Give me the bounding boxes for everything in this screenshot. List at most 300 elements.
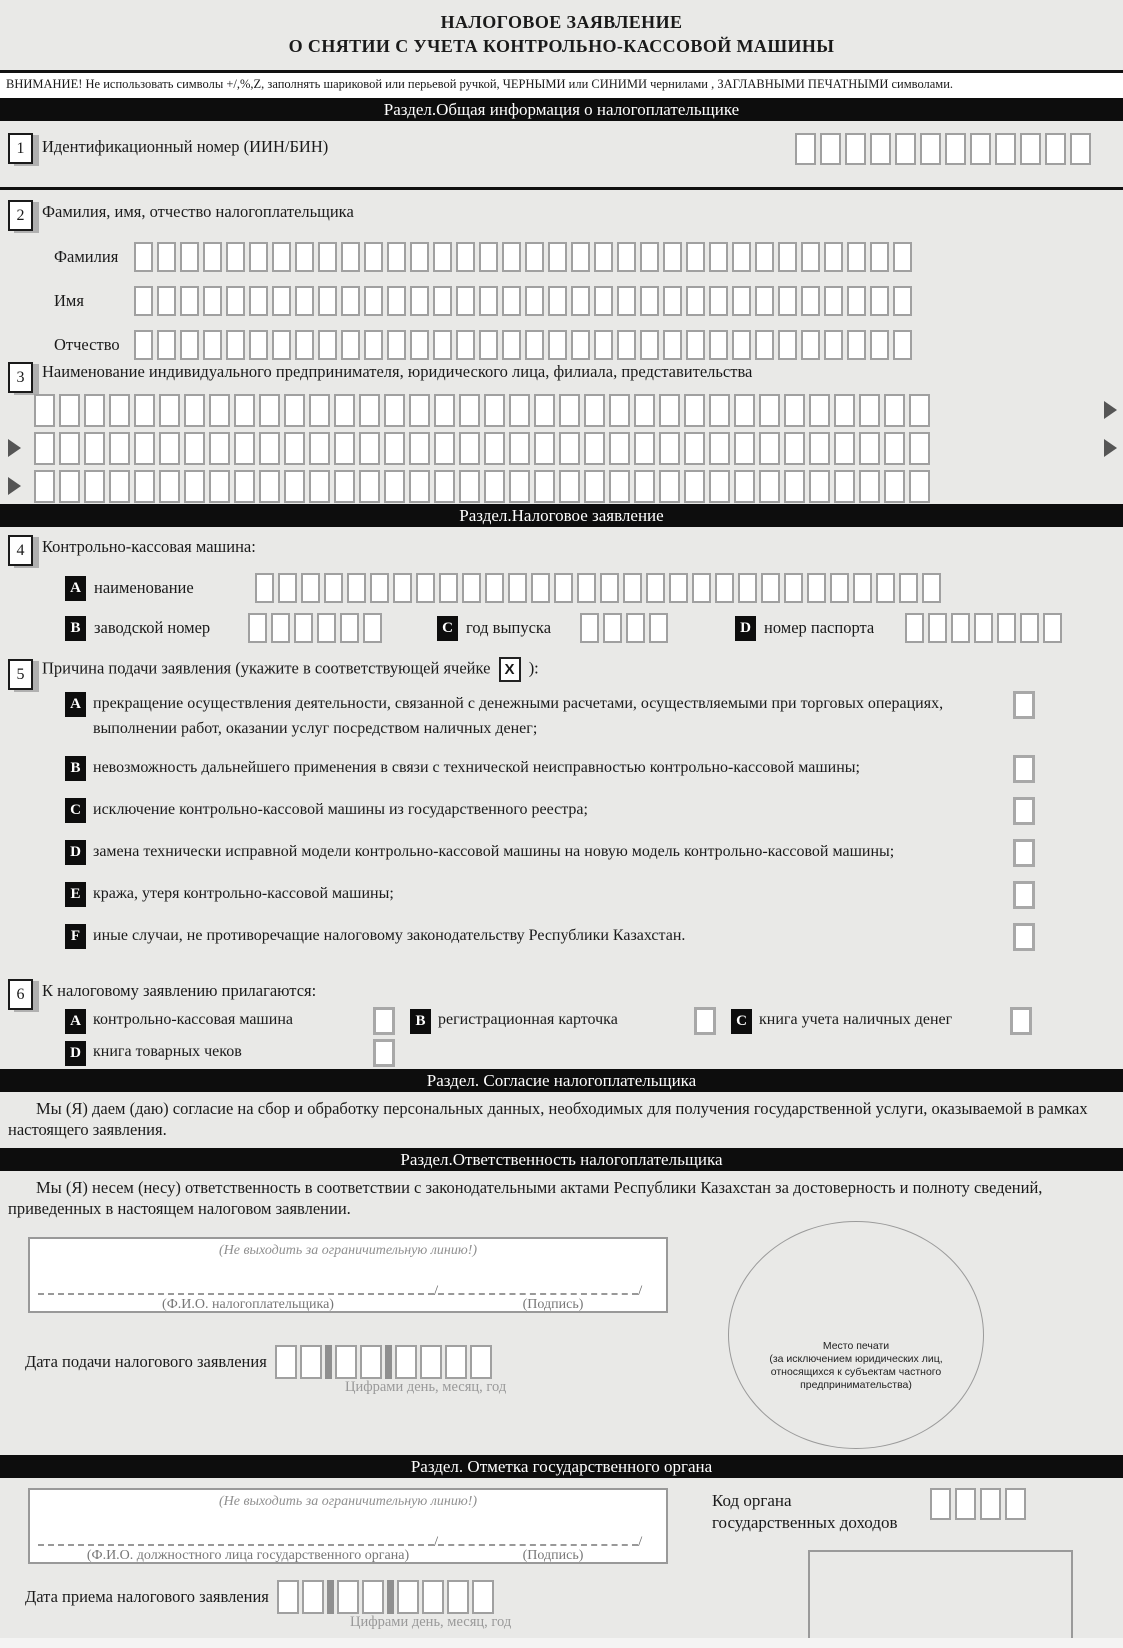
char-cell[interactable] [362, 1580, 384, 1614]
char-cell[interactable] [759, 394, 780, 427]
char-cell[interactable] [59, 432, 80, 465]
char-cell[interactable] [420, 1345, 442, 1379]
char-cell[interactable] [884, 432, 905, 465]
char-cell[interactable] [184, 394, 205, 427]
char-cell[interactable] [870, 133, 891, 165]
char-cell[interactable] [594, 286, 613, 316]
char-cell[interactable] [834, 432, 855, 465]
char-cell[interactable] [548, 242, 567, 272]
char-cell[interactable] [409, 394, 430, 427]
char-cell[interactable] [845, 133, 866, 165]
char-cell[interactable] [634, 470, 655, 503]
char-cell[interactable] [300, 1345, 322, 1379]
char-cell[interactable] [884, 394, 905, 427]
char-cell[interactable] [870, 242, 889, 272]
char-cell[interactable] [640, 286, 659, 316]
char-cell[interactable] [623, 573, 642, 603]
char-cell[interactable] [847, 242, 866, 272]
char-cell[interactable] [384, 470, 405, 503]
char-cell[interactable] [847, 286, 866, 316]
char-cell[interactable] [284, 432, 305, 465]
char-cell[interactable] [134, 394, 155, 427]
char-cell[interactable] [895, 133, 916, 165]
char-cell[interactable] [433, 286, 452, 316]
char-cell[interactable] [335, 1345, 357, 1379]
char-cell[interactable] [1043, 613, 1062, 643]
char-cell[interactable] [434, 432, 455, 465]
sign-caption: (Подпись) [522, 1297, 584, 1312]
char-cell[interactable] [456, 286, 475, 316]
char-cell[interactable] [509, 470, 530, 503]
char-cell[interactable] [584, 432, 605, 465]
char-cell[interactable] [571, 242, 590, 272]
char-cell[interactable] [259, 432, 280, 465]
char-cell[interactable] [294, 613, 313, 643]
char-cell[interactable] [859, 470, 880, 503]
char-cell[interactable] [456, 242, 475, 272]
char-cell[interactable] [502, 286, 521, 316]
char-cell[interactable] [801, 286, 820, 316]
char-cell[interactable] [584, 470, 605, 503]
char-cell[interactable] [157, 286, 176, 316]
char-cell[interactable] [184, 432, 205, 465]
char-cell[interactable] [905, 613, 924, 643]
char-cell[interactable] [734, 470, 755, 503]
continuation-arrow-icon [8, 477, 21, 495]
char-cell[interactable] [761, 573, 780, 603]
char-cell[interactable] [1020, 133, 1041, 165]
char-cell[interactable] [600, 573, 619, 603]
char-cell[interactable] [709, 394, 730, 427]
char-cell[interactable] [249, 242, 268, 272]
char-cell[interactable] [509, 394, 530, 427]
char-cell[interactable] [997, 613, 1016, 643]
submission-date-year-cells [395, 1351, 495, 1370]
char-cell[interactable] [309, 394, 330, 427]
char-cell[interactable] [277, 1580, 299, 1614]
char-cell[interactable] [34, 432, 55, 465]
char-cell[interactable] [928, 613, 947, 643]
char-cell[interactable] [234, 394, 255, 427]
char-cell[interactable] [318, 286, 337, 316]
char-cell[interactable] [784, 470, 805, 503]
char-cell[interactable] [801, 242, 820, 272]
continuation-arrow-icon [8, 439, 21, 457]
char-cell[interactable] [209, 394, 230, 427]
char-cell[interactable] [59, 470, 80, 503]
char-cell[interactable] [109, 470, 130, 503]
char-cell[interactable] [84, 432, 105, 465]
char-cell[interactable] [384, 432, 405, 465]
reason-checkbox-f[interactable] [1013, 923, 1035, 951]
char-cell[interactable] [684, 470, 705, 503]
char-cell[interactable] [548, 286, 567, 316]
reason-checkbox-d[interactable] [1013, 839, 1035, 867]
char-cell[interactable] [439, 573, 458, 603]
char-cell[interactable] [554, 573, 573, 603]
item-number-5: 5 [8, 659, 33, 690]
char-cell[interactable] [930, 1488, 951, 1520]
code-label-line-1: Код органа [712, 1491, 792, 1510]
char-cell[interactable] [363, 613, 382, 643]
char-cell[interactable] [364, 286, 383, 316]
char-cell[interactable] [226, 242, 245, 272]
char-cell[interactable] [692, 573, 711, 603]
official-signature-box[interactable] [28, 1488, 668, 1564]
char-cell[interactable] [820, 133, 841, 165]
char-cell[interactable] [370, 573, 389, 603]
entity-name-row-3 [34, 470, 1123, 508]
char-cell[interactable] [447, 1580, 469, 1614]
char-cell[interactable] [324, 573, 343, 603]
char-cell[interactable] [824, 242, 843, 272]
char-cell[interactable] [259, 470, 280, 503]
char-cell[interactable] [830, 573, 849, 603]
char-cell[interactable] [459, 432, 480, 465]
char-cell[interactable] [248, 613, 267, 643]
char-cell[interactable] [755, 242, 774, 272]
char-cell[interactable] [824, 286, 843, 316]
char-cell[interactable] [709, 470, 730, 503]
attachment-text-a: контрольно-кассовая машина [93, 1011, 293, 1028]
char-cell[interactable] [876, 573, 895, 603]
char-cell[interactable] [484, 394, 505, 427]
attachment-checkbox-d[interactable] [373, 1039, 395, 1067]
char-cell[interactable] [360, 1345, 382, 1379]
char-cell[interactable] [534, 394, 555, 427]
char-cell[interactable] [384, 394, 405, 427]
char-cell[interactable] [663, 242, 682, 272]
char-cell[interactable] [617, 242, 636, 272]
char-cell[interactable] [226, 286, 245, 316]
char-cell[interactable] [364, 242, 383, 272]
slash: / [638, 1534, 643, 1550]
char-cell[interactable] [485, 573, 504, 603]
char-cell[interactable] [472, 1580, 494, 1614]
char-cell[interactable] [387, 242, 406, 272]
char-cell[interactable] [603, 613, 622, 643]
char-cell[interactable] [922, 573, 941, 603]
char-cell[interactable] [109, 432, 130, 465]
reason-text-e: кража, утеря контрольно-кассовой машины; [93, 885, 394, 902]
char-cell[interactable] [626, 613, 645, 643]
date-separator [385, 1345, 392, 1379]
char-cell[interactable] [809, 432, 830, 465]
char-cell[interactable] [709, 242, 728, 272]
char-cell[interactable] [359, 470, 380, 503]
char-cell[interactable] [738, 573, 757, 603]
char-cell[interactable] [577, 573, 596, 603]
char-cell[interactable] [795, 133, 816, 165]
char-cell[interactable] [1045, 133, 1066, 165]
attachment-checkbox-b[interactable] [694, 1007, 716, 1035]
char-cell[interactable] [309, 470, 330, 503]
official-sign-line[interactable] [438, 1534, 638, 1546]
char-cell[interactable] [275, 1345, 297, 1379]
char-cell[interactable] [284, 470, 305, 503]
char-cell[interactable] [809, 394, 830, 427]
char-cell[interactable] [559, 432, 580, 465]
char-cell[interactable] [271, 613, 290, 643]
char-cell[interactable] [669, 573, 688, 603]
attachment-checkbox-c[interactable] [1010, 1007, 1032, 1035]
char-cell[interactable] [686, 242, 705, 272]
char-cell[interactable] [531, 573, 550, 603]
char-cell[interactable] [159, 470, 180, 503]
item-5-label-end: ): [528, 658, 539, 678]
char-cell[interactable] [732, 242, 751, 272]
char-cell[interactable] [159, 432, 180, 465]
char-cell[interactable] [778, 286, 797, 316]
char-cell[interactable] [634, 394, 655, 427]
char-cell[interactable] [434, 470, 455, 503]
char-cell[interactable] [759, 432, 780, 465]
char-cell[interactable] [508, 573, 527, 603]
submission-date-label: Дата подачи налогового заявления [25, 1352, 267, 1371]
item-5-reason [0, 647, 1123, 951]
char-cell[interactable] [659, 432, 680, 465]
char-cell[interactable] [807, 573, 826, 603]
char-cell[interactable] [393, 573, 412, 603]
char-cell[interactable] [634, 432, 655, 465]
char-cell[interactable] [970, 133, 991, 165]
char-cell[interactable] [416, 573, 435, 603]
char-cell[interactable] [395, 1345, 417, 1379]
char-cell[interactable] [609, 432, 630, 465]
char-cell[interactable] [387, 286, 406, 316]
char-cell[interactable] [397, 1580, 419, 1614]
char-cell[interactable] [59, 394, 80, 427]
char-cell[interactable] [334, 470, 355, 503]
char-cell[interactable] [778, 242, 797, 272]
kkm-serial-row [0, 611, 1123, 651]
attachment-checkbox-a[interactable] [373, 1007, 395, 1035]
char-cell[interactable] [709, 286, 728, 316]
char-cell[interactable] [334, 394, 355, 427]
char-cell[interactable] [278, 573, 297, 603]
char-cell[interactable] [159, 394, 180, 427]
char-cell[interactable] [209, 432, 230, 465]
date-separator [327, 1580, 334, 1614]
char-cell[interactable] [1005, 1488, 1026, 1520]
char-cell[interactable] [359, 394, 380, 427]
revenue-authority-code-cells [930, 1488, 1030, 1520]
char-cell[interactable] [259, 394, 280, 427]
char-cell[interactable] [284, 394, 305, 427]
reason-checkbox-c[interactable] [1013, 797, 1035, 825]
char-cell[interactable] [180, 286, 199, 316]
char-cell[interactable] [980, 1488, 1001, 1520]
char-cell[interactable] [834, 470, 855, 503]
item-3-label: Наименование индивидуального предпринимателя, юридического лица, филиала, представительства [42, 362, 753, 381]
char-cell[interactable] [317, 613, 336, 643]
char-cell[interactable] [709, 432, 730, 465]
char-cell[interactable] [684, 394, 705, 427]
serial-number-label: заводской номер [94, 618, 211, 637]
char-cell[interactable] [359, 432, 380, 465]
char-cell[interactable] [34, 470, 55, 503]
char-cell[interactable] [34, 394, 55, 427]
char-cell[interactable] [909, 432, 930, 465]
char-cell[interactable] [422, 1580, 444, 1614]
char-cell[interactable] [995, 133, 1016, 165]
char-cell[interactable] [209, 470, 230, 503]
char-cell[interactable] [686, 286, 705, 316]
char-cell[interactable] [410, 286, 429, 316]
char-cell[interactable] [659, 394, 680, 427]
char-cell[interactable] [109, 394, 130, 427]
char-cell[interactable] [559, 470, 580, 503]
char-cell[interactable] [755, 286, 774, 316]
char-cell[interactable] [341, 242, 360, 272]
char-cell[interactable] [234, 432, 255, 465]
char-cell[interactable] [859, 394, 880, 427]
char-cell[interactable] [784, 432, 805, 465]
char-cell[interactable] [584, 394, 605, 427]
char-cell[interactable] [445, 1345, 467, 1379]
char-cell[interactable] [409, 432, 430, 465]
char-cell[interactable] [732, 286, 751, 316]
char-cell[interactable] [134, 432, 155, 465]
reason-checkbox-b[interactable] [1013, 755, 1035, 783]
char-cell[interactable] [955, 1488, 976, 1520]
char-cell[interactable] [951, 613, 970, 643]
char-cell[interactable] [663, 286, 682, 316]
item-5-label-start: Причина подачи заявления (укажите в соответствующей ячейке [42, 658, 491, 678]
char-cell[interactable] [295, 286, 314, 316]
char-cell[interactable] [920, 133, 941, 165]
char-cell[interactable] [462, 573, 481, 603]
reason-option-b [0, 755, 1123, 783]
char-cell[interactable] [734, 432, 755, 465]
char-cell[interactable] [433, 242, 452, 272]
date-separator [325, 1345, 332, 1379]
char-cell[interactable] [302, 1580, 324, 1614]
char-cell[interactable] [272, 242, 291, 272]
char-cell[interactable] [84, 394, 105, 427]
char-cell[interactable] [525, 242, 544, 272]
reason-checkbox-a[interactable] [1013, 691, 1035, 719]
char-cell[interactable] [594, 242, 613, 272]
char-cell[interactable] [853, 573, 872, 603]
reason-option-e [0, 881, 1123, 909]
char-cell[interactable] [525, 286, 544, 316]
passport-number-cells [905, 613, 1066, 643]
char-cell[interactable] [534, 470, 555, 503]
char-cell[interactable] [870, 286, 889, 316]
char-cell[interactable] [649, 613, 668, 643]
attachment-text-c: книга учета наличных денег [759, 1011, 953, 1028]
char-cell[interactable] [410, 242, 429, 272]
char-cell[interactable] [84, 470, 105, 503]
official-fio-line[interactable] [38, 1534, 434, 1546]
sign-line[interactable] [438, 1283, 638, 1295]
char-cell[interactable] [715, 573, 734, 603]
char-cell[interactable] [784, 573, 803, 603]
char-cell[interactable] [484, 432, 505, 465]
char-cell[interactable] [640, 242, 659, 272]
char-cell[interactable] [434, 394, 455, 427]
char-cell[interactable] [295, 242, 314, 272]
char-cell[interactable] [502, 242, 521, 272]
char-cell[interactable] [309, 432, 330, 465]
char-cell[interactable] [534, 432, 555, 465]
char-cell[interactable] [1070, 133, 1091, 165]
char-cell[interactable] [341, 286, 360, 316]
char-cell[interactable] [301, 573, 320, 603]
fio-line[interactable] [38, 1283, 434, 1295]
taxpayer-signature-box[interactable] [28, 1237, 668, 1313]
char-cell[interactable] [340, 613, 359, 643]
char-cell[interactable] [347, 573, 366, 603]
consent-paragraph: Мы (Я) даем (даю) согласие на сбор и обработку персональных данных, необходимых для получения государственной услуги, оказываемой в рамках настоящего заявления. [8, 1099, 1088, 1139]
char-cell[interactable] [659, 470, 680, 503]
reason-checkbox-e[interactable] [1013, 881, 1035, 909]
char-cell[interactable] [203, 286, 222, 316]
char-cell[interactable] [318, 242, 337, 272]
char-cell[interactable] [646, 573, 665, 603]
char-cell[interactable] [157, 242, 176, 272]
char-cell[interactable] [184, 470, 205, 503]
char-cell[interactable] [559, 394, 580, 427]
char-cell[interactable] [759, 470, 780, 503]
char-cell[interactable] [809, 470, 830, 503]
char-cell[interactable] [734, 394, 755, 427]
char-cell[interactable] [255, 573, 274, 603]
char-cell[interactable] [784, 394, 805, 427]
char-cell[interactable] [1020, 613, 1039, 643]
char-cell[interactable] [249, 286, 268, 316]
attachment-badge-a: A [65, 1009, 86, 1034]
char-cell[interactable] [459, 470, 480, 503]
char-cell[interactable] [134, 242, 153, 272]
char-cell[interactable] [234, 470, 255, 503]
char-cell[interactable] [134, 286, 153, 316]
char-cell[interactable] [899, 573, 918, 603]
surname-label: Фамилия [54, 247, 119, 266]
char-cell[interactable] [470, 1345, 492, 1379]
char-cell[interactable] [479, 286, 498, 316]
char-cell[interactable] [893, 242, 912, 272]
char-cell[interactable] [859, 432, 880, 465]
char-cell[interactable] [203, 242, 222, 272]
char-cell[interactable] [893, 286, 912, 316]
char-cell[interactable] [134, 470, 155, 503]
char-cell[interactable] [509, 432, 530, 465]
char-cell[interactable] [884, 470, 905, 503]
char-cell[interactable] [337, 1580, 359, 1614]
char-cell[interactable] [974, 613, 993, 643]
char-cell[interactable] [484, 470, 505, 503]
char-cell[interactable] [909, 470, 930, 503]
char-cell[interactable] [459, 394, 480, 427]
char-cell[interactable] [580, 613, 599, 643]
char-cell[interactable] [272, 286, 291, 316]
char-cell[interactable] [180, 242, 199, 272]
char-cell[interactable] [684, 432, 705, 465]
char-cell[interactable] [834, 394, 855, 427]
char-cell[interactable] [409, 470, 430, 503]
char-cell[interactable] [479, 242, 498, 272]
char-cell[interactable] [617, 286, 636, 316]
char-cell[interactable] [945, 133, 966, 165]
char-cell[interactable] [909, 394, 930, 427]
gov-mark-area [0, 1478, 1123, 1648]
char-cell[interactable] [609, 394, 630, 427]
char-cell[interactable] [609, 470, 630, 503]
char-cell[interactable] [571, 286, 590, 316]
char-cell[interactable] [334, 432, 355, 465]
